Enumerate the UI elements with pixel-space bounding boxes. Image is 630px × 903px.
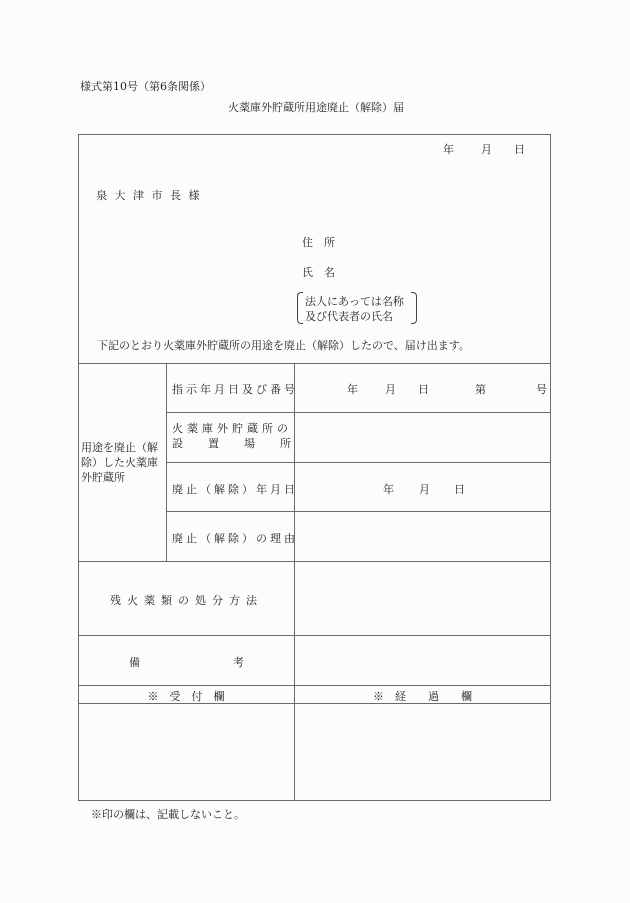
abolition-day: 日 [454,483,465,496]
footer-note: ※印の欄は、記載しないこと。 [91,808,245,821]
divider [166,511,551,512]
instruction-day: 日 [418,383,429,396]
abolition-year: 年 [383,483,394,496]
page-title: 火薬庫外貯蔵所用途廃止（解除）届 [228,101,404,114]
disposal-label: 残火薬類の処分方法 [110,594,263,607]
date-year: 年 [443,143,454,156]
progress-header: ※ 経 過 欄 [373,690,472,703]
divider [166,412,551,413]
row-label-abolition-reason: 廃止（解除）の理由 [172,532,298,545]
row-label-line: 設 置 場 所 [172,437,292,450]
reception-header: ※ 受 付 欄 [147,690,225,703]
row-label-instruction-date: 指示年月日及び番号 [172,383,298,396]
address-label: 住 所 [302,236,335,249]
date-day: 日 [514,143,525,156]
corporate-note-line1: 法人にあっては名称 [305,295,404,308]
date-month: 月 [481,143,492,156]
group-label-line: 除）した火薬庫 [81,456,158,469]
disposal-value[interactable] [300,570,545,630]
divider [166,462,551,463]
divider [78,363,551,364]
group-label-line: 外貯蔵所 [81,471,125,484]
addressee: 泉 大 津 市 長 様 [96,189,202,202]
instruction-year: 年 [347,383,358,396]
row-label-abolition-date: 廃止（解除）年月日 [172,483,298,496]
divider [78,685,551,686]
divider [294,363,295,801]
instruction-number-prefix: 第 [475,383,486,396]
corporate-note-line2: 及び代表者の氏名 [305,310,393,323]
row-label-location [172,421,292,451]
remarks-label-right: 考 [233,656,244,669]
right-bracket [411,292,417,324]
abolition-month: 月 [419,483,430,496]
instruction-month: 月 [385,383,396,396]
remarks-label-left: 備 [129,656,140,669]
group-label-line: 用途を廃止（解 [81,441,158,454]
name-label: 氏 名 [302,266,335,279]
left-bracket [297,292,303,324]
row-label-line: 火薬庫外貯蔵所の [172,422,292,435]
remarks-value[interactable] [300,640,545,680]
divider [78,561,551,562]
statement: 下記のとおり火薬庫外貯蔵所の用途を廃止（解除）したので、届け出ます。 [97,339,470,352]
form-number: 様式第10号（第6条関係） [80,80,211,93]
instruction-number-suffix: 号 [536,383,547,396]
group-label [81,440,158,485]
divider [166,363,167,561]
divider [78,635,551,636]
